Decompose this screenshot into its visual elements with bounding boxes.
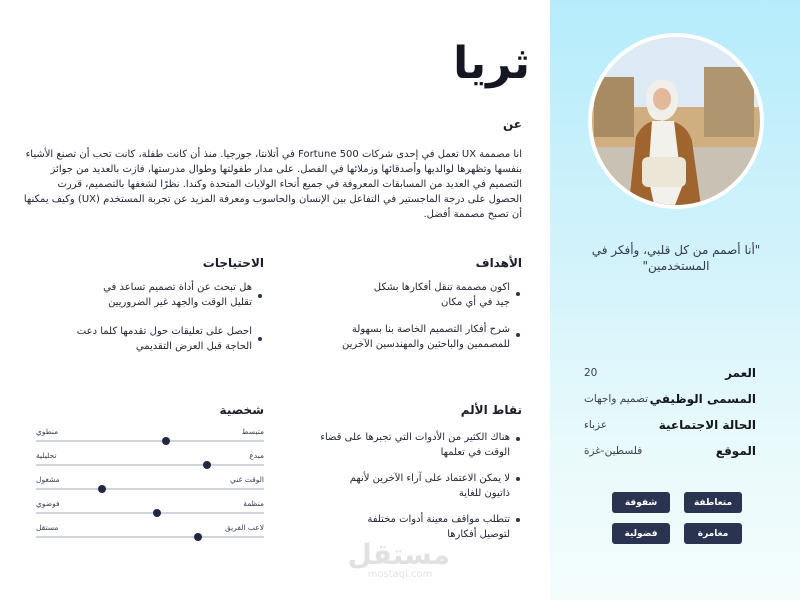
pain-point-item: هناك الكثير من الأدوات التي تجبرها على قضاء الوقت في تعلمها [320, 432, 510, 458]
bullet-dot [258, 337, 262, 341]
slider-label-right: منظمة [243, 499, 264, 508]
personality-slider [36, 499, 264, 523]
info-label: العمر [725, 366, 756, 380]
about-text: انا مصممة UX تعمل في إحدى شركات Fortune 500 في أتلانتا، جورجيا. منذ أن كانت طفلة، كانت تحب أن تصنع الأشياء بنفسها وتظهرها لوالديها وأصدقائها وزملائها في الفصل. على مدار طفولتها وطوال مدرستها، فازت بالعديد من جوائز التصميم في العديد من المسابقات المعروفة في جميع أنحاء الولايات المتحدة وكندا. نظرًا لشغفها بالتصميم، قررت الحصول على درجة الماجستير في التفاعل بين الإنسان والحاسوب ومعرفة المزيد عن تجربة المستخدم (UX) وكيف يمكنها أن تصبح مصممة أفضل. [23, 149, 522, 220]
bullet-dot [516, 477, 520, 481]
slider-label-right: مبدع [249, 451, 264, 460]
info-row-age [584, 360, 756, 386]
profile-photo [588, 33, 764, 209]
info-label: المسمى الوظيفي [649, 392, 756, 406]
about-title: عن [503, 117, 522, 131]
slider-track [36, 488, 264, 490]
info-value: فلسطين-غزة [584, 445, 643, 457]
personality-title: شخصية [219, 403, 264, 417]
personality-slider [36, 451, 264, 475]
trait-tag: شفوفة [612, 492, 670, 513]
watermark [347, 538, 450, 580]
watermark-url: mostaql.com [367, 569, 433, 580]
personality-slider [36, 427, 264, 451]
bullet-dot [516, 333, 520, 337]
slider-label-left: منطوي [36, 427, 59, 436]
need-item: هل تبحث عن أداة تصميم تساعد في تقليل الوقت والجهد غير الضروريين [103, 282, 252, 308]
bullet-dot [516, 437, 520, 441]
slider-label-left: تحليلية [36, 451, 57, 460]
trait-tag: متعاطفة [684, 492, 742, 513]
slider-knob [162, 437, 170, 445]
goal-item: شرح أفكار التصميم الخاصة بنا بسهولة للمصممين والباحثين والمهندسين الآخرين [342, 324, 510, 350]
slider-label-left: فوضوي [36, 499, 60, 508]
slider-knob [98, 485, 106, 493]
slider-track [36, 536, 264, 538]
profile-photo-illustration [588, 37, 760, 209]
trait-tag: فضولية [612, 523, 670, 544]
slider-knob [153, 509, 161, 517]
slider-track [36, 440, 264, 442]
pain-point-item: لا يمكن الاعتماد على آراء الآخرين لأنهم ذاتيون للغاية [349, 473, 510, 499]
need-item: احصل على تعليقات حول تقدمها كلما دعت الحاجة قبل العرض التقديمي [76, 326, 252, 352]
slider-knob [203, 461, 211, 469]
slider-label-left: مشغول [36, 475, 60, 484]
goal-item: اكون مصممة تنقل أفكارها بشكل جيد في أي مكان [373, 282, 510, 308]
pain-point-item: تتطلب مواقف معينة أدوات مختلفة لتوصيل أفكارها [367, 514, 510, 540]
persona-quote: "أنا أصمم من كل قلبي، وأفكر في المستخدمين" [591, 243, 761, 273]
slider-track [36, 512, 264, 514]
bullet-dot [516, 292, 520, 296]
info-row-job [584, 386, 756, 412]
info-row-location [584, 438, 756, 464]
personality-slider [36, 523, 264, 547]
bullet-dot [516, 518, 520, 522]
goals-title: الأهداف [475, 256, 522, 270]
trait-tag: مغامرة [684, 523, 742, 544]
info-label: الموقع [715, 444, 756, 458]
slider-label-left: مستقل [36, 523, 59, 532]
info-row-status [584, 412, 756, 438]
watermark-logo: مستقل [347, 538, 450, 571]
slider-label-right: لاعب الفريق [224, 523, 264, 532]
pain-points-title: نقاط الألم [460, 403, 522, 417]
persona-name: ثريا [453, 38, 530, 89]
info-value: تصميم واجهات [584, 393, 648, 405]
needs-title: الاحتياجات [202, 256, 264, 270]
slider-track [36, 464, 264, 466]
info-value: عزباء [584, 419, 608, 431]
info-value: 20 [584, 367, 598, 379]
slider-label-right: متبسط [241, 427, 264, 436]
info-list [584, 360, 756, 464]
slider-label-right: الوقت غني [229, 475, 264, 484]
info-label: الحالة الاجتماعية [658, 418, 756, 432]
bullet-dot [258, 294, 262, 298]
slider-knob [194, 533, 202, 541]
personality-slider [36, 475, 264, 499]
